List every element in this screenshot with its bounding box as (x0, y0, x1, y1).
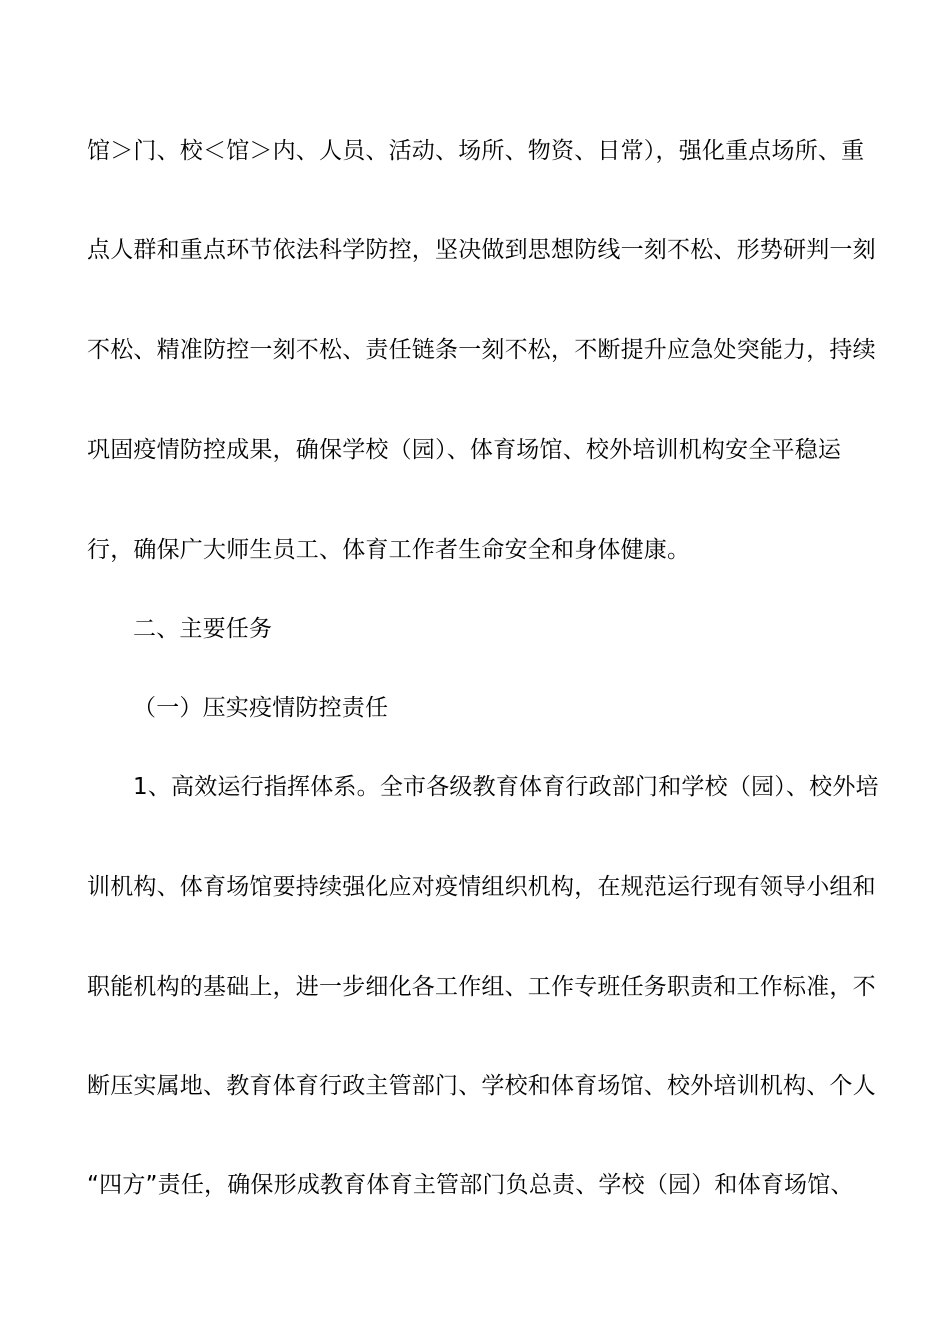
paragraph-line: 1、高效运行指挥体系。全市各级教育体育行政部门和学校（园）、校外培 (133, 774, 879, 800)
paragraph-line: 巩固疫情防控成果，确保学校（园）、体育场馆、校外培训机构安全平稳运 (87, 437, 842, 463)
paragraph-line: “四方”责任，确保形成教育体育主管部门负总责、学校（园）和体育场馆、 (87, 1172, 854, 1198)
paragraph-line: 断压实属地、教育体育行政主管部门、学校和体育场馆、校外培训机构、个人 (87, 1073, 876, 1099)
paragraph-line: 职能机构的基础上，进一步细化各工作组、工作专班任务职责和工作标准，不 (87, 974, 876, 1000)
paragraph-line: 点人群和重点环节依法科学防控，坚决做到思想防线一刻不松、形势研判一刻 (87, 237, 876, 263)
section-heading: 二、主要任务 (133, 616, 273, 642)
paragraph-line: 不松、精准防控一刻不松、责任链条一刻不松，不断提升应急处突能力，持续 (87, 337, 876, 363)
subsection-heading: （一）压实疫情防控责任 (133, 695, 389, 721)
paragraph-line: 训机构、体育场馆要持续强化应对疫情组织机构，在规范运行现有领导小组和 (87, 874, 876, 900)
paragraph-line: 行，确保广大师生员工、体育工作者生命安全和身体健康。 (87, 537, 691, 563)
paragraph-line: 馆＞门、校＜馆＞内、人员、活动、场所、物资、日常），强化重点场所、重 (87, 138, 865, 164)
